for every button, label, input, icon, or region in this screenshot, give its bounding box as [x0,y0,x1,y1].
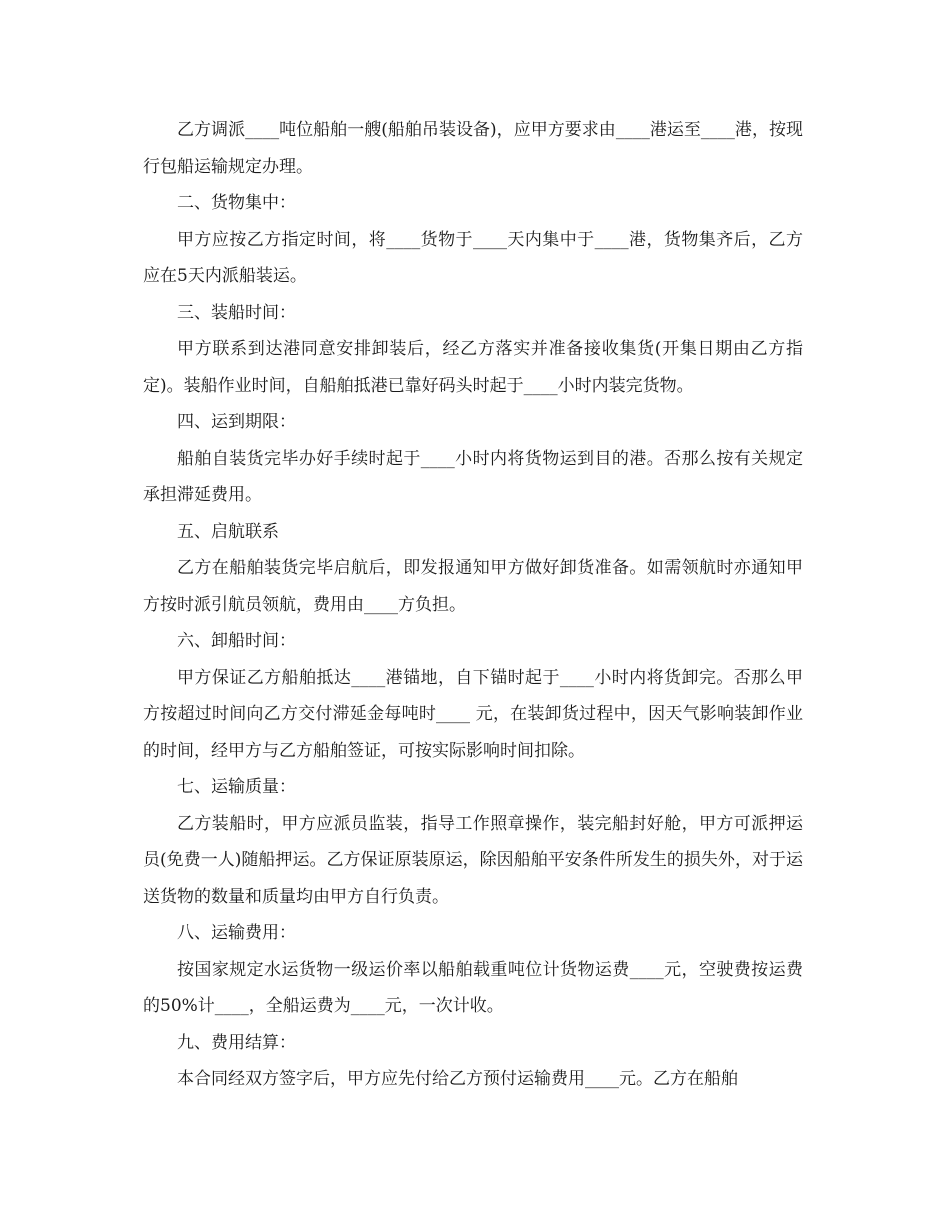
clause-paragraph: 乙方调派____吨位船舶一艘(船舶吊装设备)，应甲方要求由____港运至____港，按现行包船运输规定办理。 [143,120,803,177]
document-body [143,112,803,1098]
section-heading: 九、费用结算： [177,1032,296,1053]
clause-paragraph: 按国家规定水运货物一级运价率以船舶载重吨位计货物运费____元，空驶费按运费的50%计____，全船运费为____元，一次计收。 [143,959,803,1016]
clause-paragraph: 船舶自装货完毕办好手续时起于____小时内将货物运到目的港。否那么按有关规定承担滞延费用。 [143,448,803,505]
clause-paragraph: 甲方应按乙方指定时间，将____货物于____天内集中于____港，货物集齐后，乙方应在5天内派船装运。 [143,229,803,286]
clause-paragraph: 乙方装船时，甲方应派员监装，指导工作照章操作，装完船封好舱，甲方可派押运员(免费一人)随船押运。乙方保证原装原运，除因船舶平安条件所发生的损失外，对于运送货物的数量和质量均由甲方自行负责。 [143,813,803,907]
section-heading: 二、货物集中： [177,193,296,213]
clause-paragraph: 甲方保证乙方船舶抵达____港锚地，自下锚时起于____小时内将货卸完。否那么甲方按超过时间向乙方交付滞延金每吨时____ 元，在装卸货过程中，因天气影响装卸作业的时间，经甲方与乙方船舶签证，可按实际影响时间扣除。 [143,667,803,761]
clause-paragraph: 乙方在船舶装货完毕启航后，即发报通知甲方做好卸货准备。如需领航时亦通知甲方按时派引航员领航，费用由____方负担。 [143,558,803,615]
clause-paragraph: 本合同经双方签字后，甲方应先付给乙方预付运输费用____元。乙方在船舶 [177,1069,738,1089]
clause-paragraph: 甲方联系到达港同意安排卸装后，经乙方落实并准备接收集货(开集日期由乙方指定)。装船作业时间，自船舶抵港已靠好码头时起于____小时内装完货物。 [143,339,803,396]
section-heading: 七、运输质量： [177,777,296,797]
section-heading: 六、卸船时间： [177,631,296,651]
section-heading: 五、启航联系 [177,521,279,542]
section-heading: 三、装船时间： [177,302,296,323]
section-heading: 四、运到期限： [177,412,296,432]
section-heading: 八、运输费用： [177,923,296,943]
